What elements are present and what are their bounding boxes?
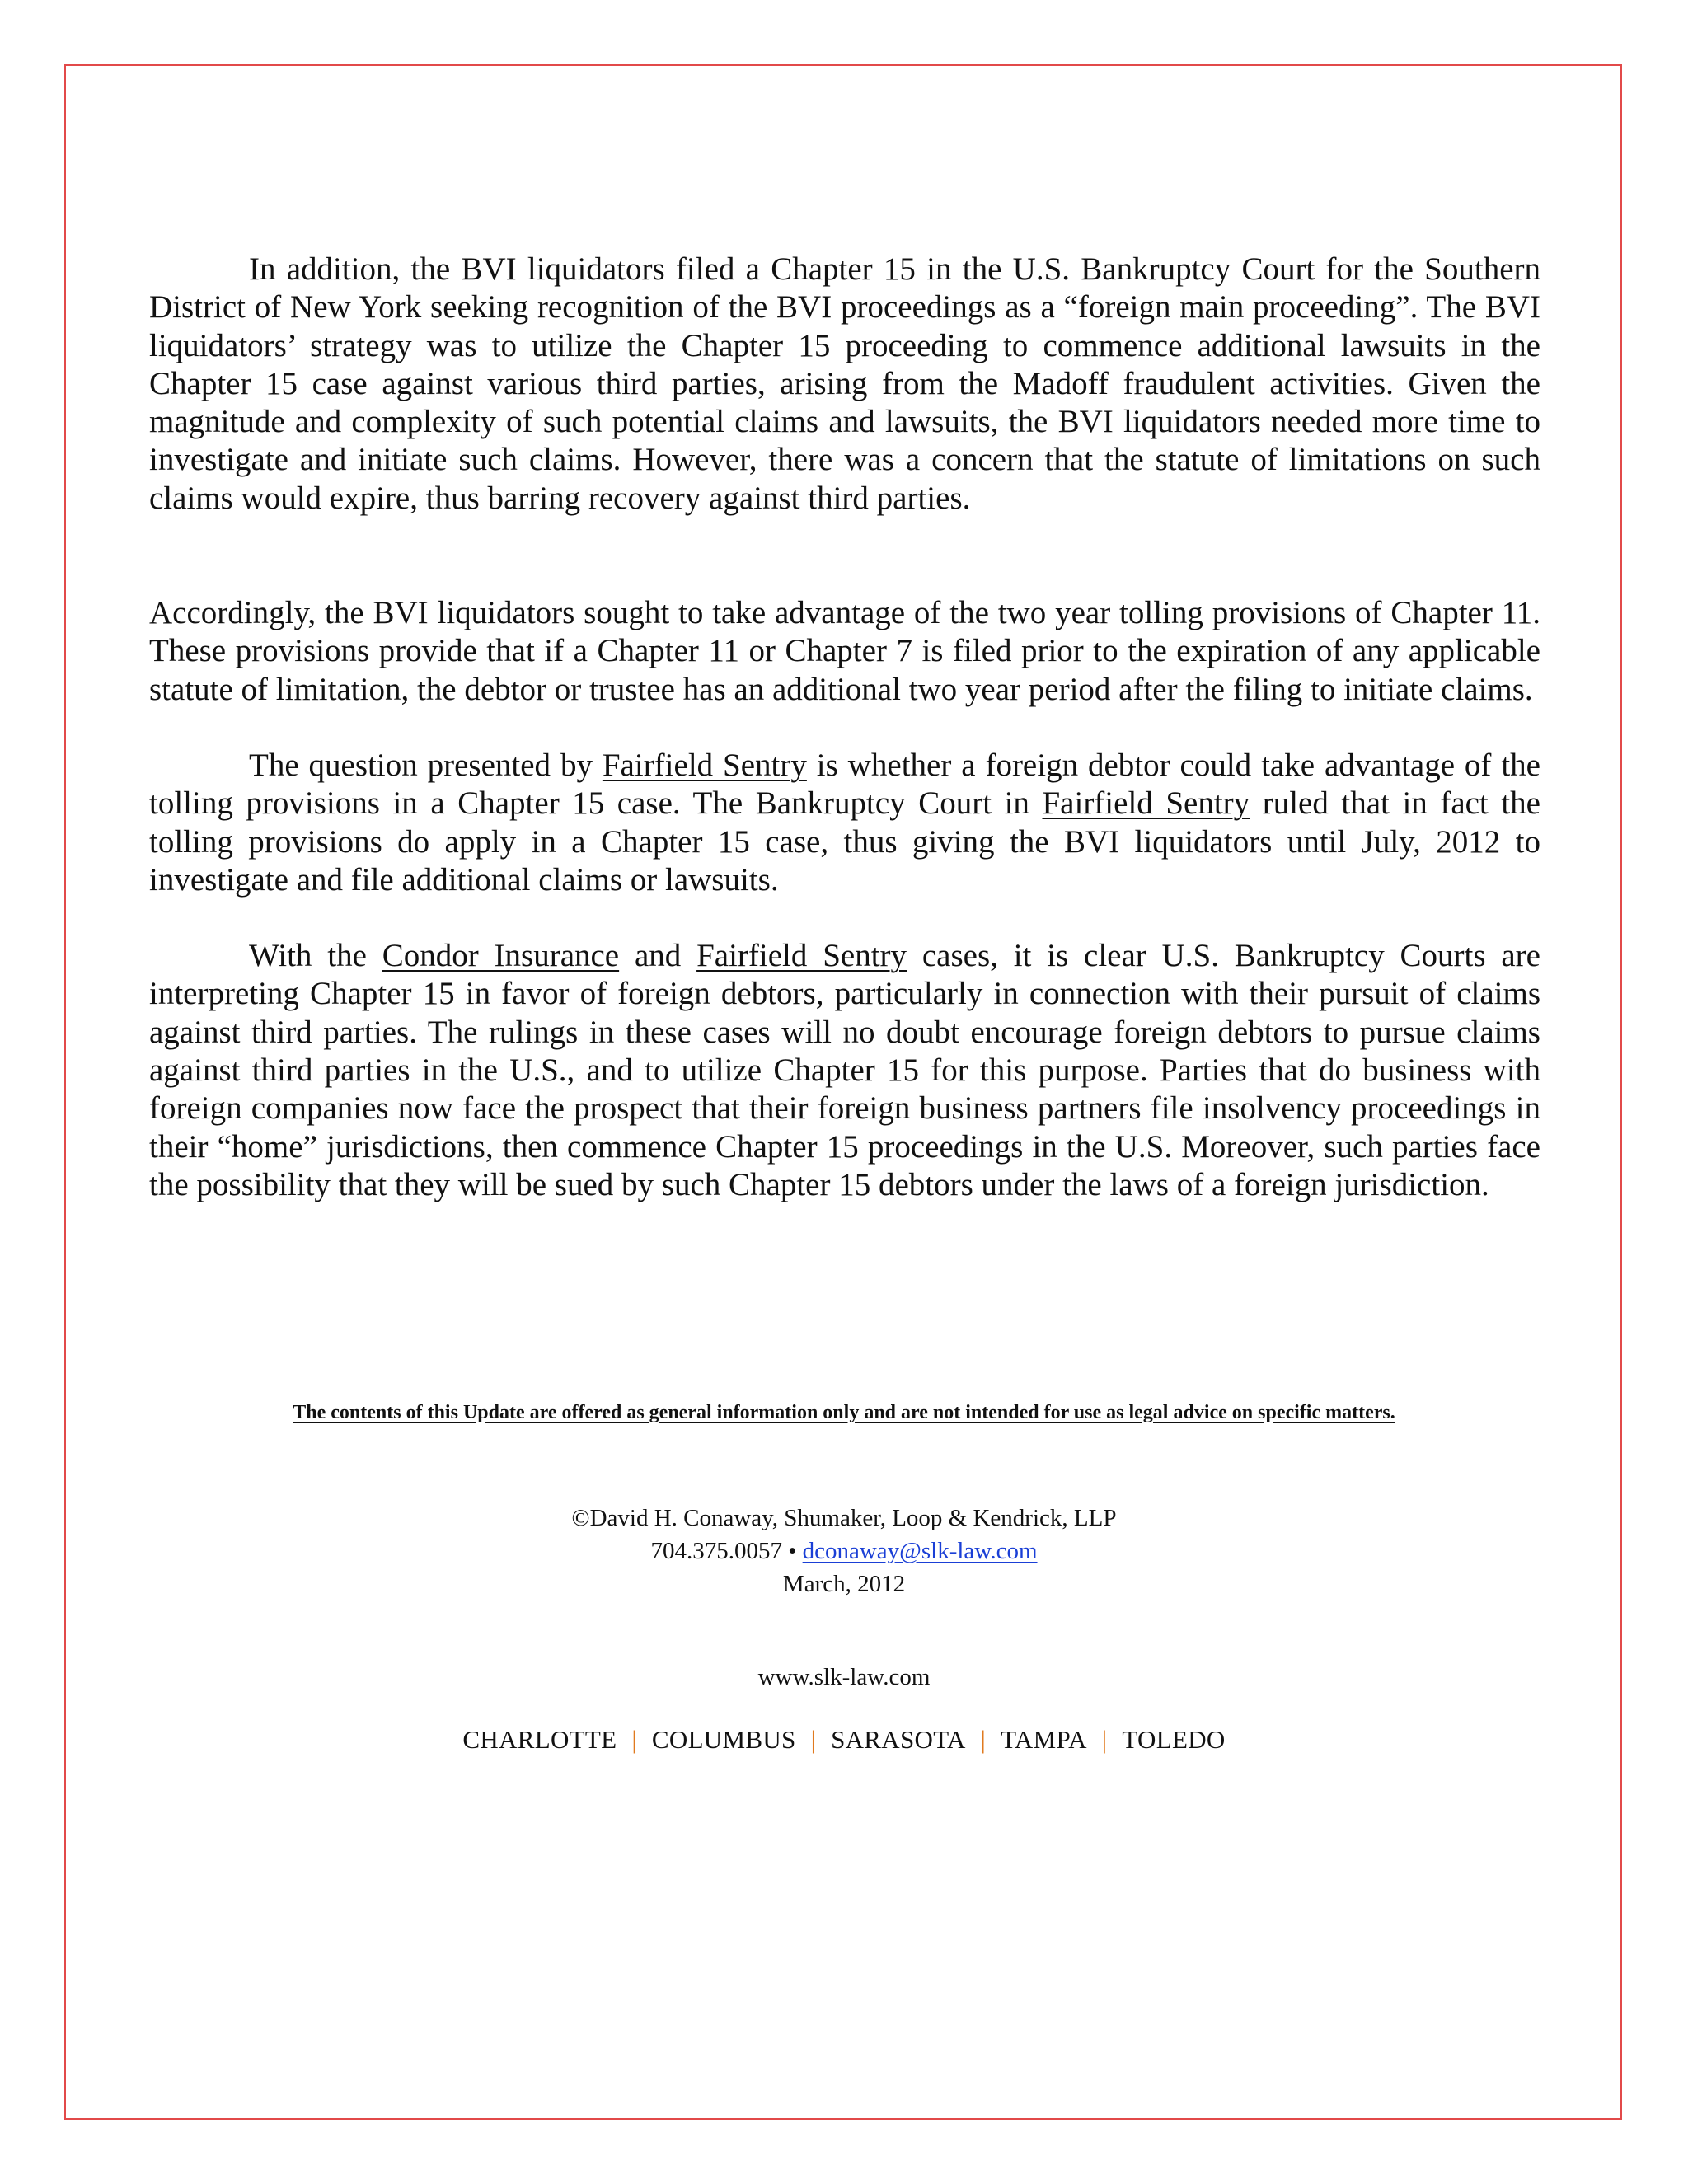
office-locations [0,1725,1688,1755]
office-separator: | [631,1725,637,1754]
case-name-fairfield-sentry: Fairfield Sentry [696,938,907,974]
publication-date: March, 2012 [782,1571,906,1597]
email-link[interactable]: dconaway@slk-law.com [802,1538,1038,1564]
case-name-condor-insurance: Condor Insurance [382,938,620,974]
copyright-line: ©David H. Conaway, Shumaker, Loop & Kendrick, LLP [571,1505,1117,1531]
contact-block [0,1502,1688,1601]
paragraph-4-text-c: cases, it is clear U.S. Bankruptcy Courts are interpreting Chapter 15 in favor of foreign debtors, particularly in connection with their pursuit of claims against third parties. The rulings in these cases will no doubt encourage foreign debtors to pursue claims against third parties in the U.S., and to utilize Chapter 15 for this purpose. Parties that do business with foreign companies now face the prospect that their foreign business partners file insolvency proceedings in their “home” jurisdictions, then commence Chapter 15 proceedings in the U.S. Moreover, such parties face the possibility that they will be sued by such Chapter 15 debtors under the laws of a foreign jurisdiction. [149,938,1540,1202]
article-body [149,251,1540,1204]
paragraph-4-text-b: and [619,938,697,974]
office-separator: | [980,1725,987,1754]
office-toledo: TOLEDO [1122,1725,1226,1754]
office-separator: | [810,1725,817,1754]
phone-number: 704.375.0057 [650,1538,782,1564]
office-separator: | [1101,1725,1108,1754]
paragraph-3-text-b: is whether a foreign debtor could take advantage of the tolling provisions in a Chapter 15 case. The Bankruptcy Court in [149,747,1540,822]
paragraph-4-text-a: With the [249,938,382,974]
paragraph-1: In addition, the BVI liquidators filed a Chapter 15 in the U.S. Bankruptcy Court for the Southern District of New York seeking recognition of the BVI proceedings as a “foreign main proceeding”. The BVI liquidators’ strategy was to utilize the Chapter 15 proceeding to commence additional lawsuits in the Chapter 15 case against various third parties, arising from the Madoff fraudulent activities. Given the magnitude and complexity of such potential claims and lawsuits, the BVI liquidators needed more time to investigate and initiate such claims. However, there was a concern that the statute of limitations on such claims would expire, thus barring recovery against third parties. [149,251,1540,516]
case-name-fairfield-sentry: Fairfield Sentry [1042,785,1250,822]
paragraph-3-text-c: ruled that in fact the tolling provisions do apply in a Chapter 15 case, thus giving the BVI liquidators until July, 2012 to investigate and file additional claims or lawsuits. [149,785,1540,898]
bullet-separator: • [788,1538,797,1564]
website-link[interactable]: www.slk-law.com [757,1664,931,1690]
office-sarasota: SARASOTA [831,1725,966,1754]
legal-disclaimer: The contents of this Update are offered as general information only and are not intended for use as legal advice on specific matters. [293,1402,1395,1423]
case-name-fairfield-sentry: Fairfield Sentry [602,747,807,783]
office-columbus: COLUMBUS [651,1725,796,1754]
office-tampa: TAMPA [1001,1725,1087,1754]
phone-email-line [0,1535,1688,1568]
paragraph-3 [149,747,1540,899]
office-charlotte: CHARLOTTE [462,1725,617,1754]
paragraph-4 [149,937,1540,1204]
paragraph-3-text-a: The question presented by [249,747,603,783]
paragraph-2: Accordingly, the BVI liquidators sought to take advantage of the two year tolling provisions of Chapter 11. These provisions provide that if a Chapter 11 or Chapter 7 is filed prior to the expiration of any applicable statute of limitation, the debtor or trustee has an additional two year period after the filing to initiate claims. [149,595,1540,707]
